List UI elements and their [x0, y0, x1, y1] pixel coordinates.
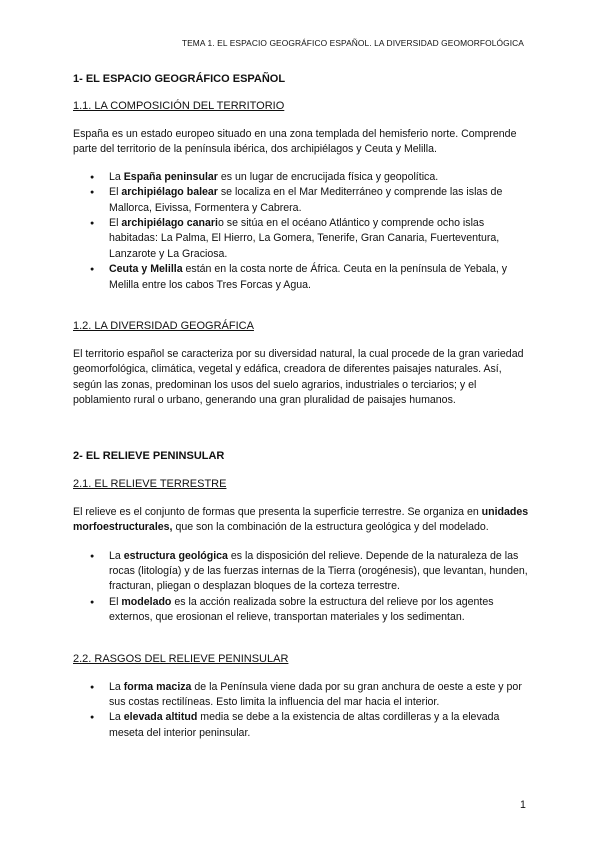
features-list [73, 680, 533, 742]
section-2-title: 2- EL RELIEVE PENINSULAR [73, 449, 225, 462]
subsection-2-1-title: 2.1. EL RELIEVE TERRESTRE [73, 477, 227, 490]
relief-list [73, 549, 533, 626]
composition-paragraph: España es un estado europeo situado en una zona templada del hemisferio norte. Comprende parte del territorio de la península ibérica, dos archipiélagos y Ceuta y Melilla. [73, 128, 517, 156]
document-body [73, 72, 533, 741]
running-header: TEMA 1. EL ESPACIO GEOGRÁFICO ESPAÑOL. LA DIVERSIDAD GEOMORFOLÓGICA [181, 38, 524, 48]
list-item: ● El modelado es la acción realizada sobre la estructura del relieve por los agentes externos, que erosionan el relieve, transportan materiales y los sedimentan. [109, 595, 533, 626]
composition-list [73, 170, 533, 293]
list-item: ● La forma maciza de la Península viene dada por su gran anchura de oeste a este y por sus costas rectilíneas. Esto limita la influencia del mar hacia el interior. [109, 680, 533, 711]
list-item: ● La estructura geológica es la disposición del relieve. Depende de la naturaleza de las rocas (litología) y de las fuerzas internas de la Tierra (orogénesis), que levantan, hunden, fracturan, pliegan o desplazan bloques de la corteza terrestre. [109, 549, 533, 595]
subsection-1-2-title: 1.2. LA DIVERSIDAD GEOGRÁFICA [73, 320, 254, 333]
list-item: ● Ceuta y Melilla están en la costa norte de África. Ceuta en la península de Yebala, y Melilla entre los cabos Tres Forcas y Agua. [109, 262, 533, 293]
subsection-1-1-title: 1.1. LA COMPOSICIÓN DEL TERRITORIO [73, 100, 285, 112]
relief-paragraph: El relieve es el conjunto de formas que presenta la superficie terrestre. Se organiza en unidades morfoestructurales, que son la combinación de la estructura geológica y del modelado. [73, 505, 529, 534]
subsection-2-2-title: 2.2. RASGOS DEL RELIEVE PENINSULAR [73, 652, 289, 665]
diversity-paragraph: El territorio español se caracteriza por su diversidad natural, la cual procede de la gran variedad geomorfológica, climática, vegetal y edáfica, creadora de diferentes paisajes naturales. Así, según las zonas, predominan los usos del suelo agrarios, industriales o terciarios; y el poblamiento rural o urbano, generando una gran pluralidad de paisajes humanos. [73, 348, 524, 407]
list-item: ● La elevada altitud media se debe a la existencia de altas cordilleras y a la elevada meseta del interior peninsular. [109, 710, 533, 741]
list-item: ● El archipiélago canario se sitúa en el océano Atlántico y comprende ocho islas habitadas: La Palma, El Hierro, La Gomera, Tenerife, Gran Canaria, Fuerteventura, Lanzarote y La Graciosa. [109, 216, 533, 262]
list-item: ● El archipiélago balear se localiza en el Mar Mediterráneo y comprende las islas de Mallorca, Eivissa, Formentera y Cabrera. [109, 185, 533, 216]
list-item: ● La España peninsular es un lugar de encrucijada física y geopolítica. [109, 170, 533, 185]
section-1-title: 1- EL ESPACIO GEOGRÁFICO ESPAÑOL [73, 73, 286, 85]
page-number: 1 [520, 799, 526, 811]
